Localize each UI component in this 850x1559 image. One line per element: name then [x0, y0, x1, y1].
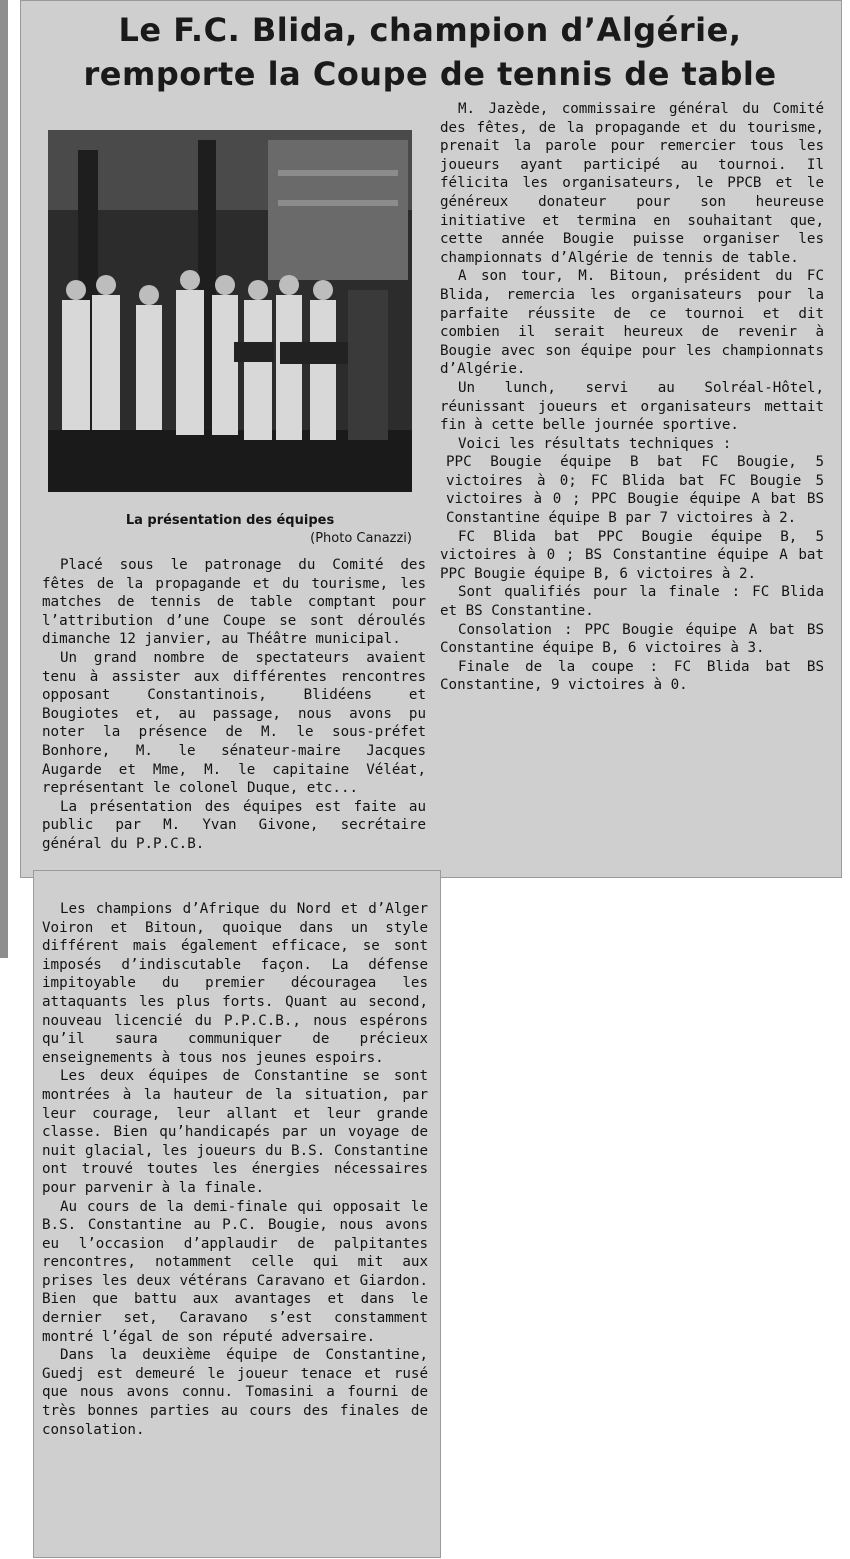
- article-left-bottom: [42, 900, 428, 1439]
- paragraph: Dans la deuxième équipe de Constantine, Guedj est demeuré le joueur tenace et rusé que nous avons connu. Tomasini a fourni de très bonnes parties au cours des finales de consolation.: [42, 1347, 428, 1438]
- caption-credit: (Photo Canazzi): [310, 531, 412, 546]
- paragraph: Les champions d’Afrique du Nord et d’Alger Voiron et Bitoun, quoique dans un style différent mais également efficace, se sont imposés d’indiscutable façon. La défense impitoyable du premier découragea les attaquants les plus forts. Quant au second, nouveau licencié du P.P.C.B., nous espérons qu’il saura communiquer de précieux enseignements à tous nos jeunes espoirs.: [42, 901, 428, 1066]
- result-item: Consolation : PPC Bougie équipe A bat BS Constantine équipe B, 6 victoires à 3.: [440, 621, 824, 657]
- paragraph: A son tour, M. Bitoun, président du FC Blida, remercia les organisateurs pour la parfaite réussite de ce tournoi et dit combien il serait heureux de revenir à Bougie avec son équipe pour les championnats d’Algérie.: [440, 268, 824, 378]
- result-item: PPC Bougie équipe B bat FC Bougie, 5 victoires à 0; FC Blida bat FC Bougie 5 victoires à 0 ; PPC Bougie équipe A bat BS Constantine équipe B par 7 victoires à 2.: [446, 454, 824, 527]
- result-item: Sont qualifiés pour la finale : FC Blida et BS Constantine.: [440, 584, 824, 620]
- results-intro: Voici les résultats techniques :: [458, 435, 732, 452]
- paragraph: Un lunch, servi au Solréal-Hôtel, réunissant joueurs et organisateurs mettait fin à cette belle journée sportive.: [440, 379, 824, 434]
- team-photo-image: [48, 130, 412, 492]
- paragraph: Les deux équipes de Constantine se sont montrées à la hauteur de la situation, par leur courage, leur allant et leur grande classe. Bien qu’handicapés par un voyage de nuit glacial, les joueurs du B.S. Constantine ont trouvé toutes les énergies nécessaires pour parvenir à la finale.: [42, 1068, 428, 1196]
- photo-caption: [44, 512, 416, 548]
- article-right: [440, 100, 824, 695]
- paragraph: M. Jazède, commissaire général du Comité des fêtes, de la propagande et du tourisme, prenait la parole pour remercier tous les joueurs ayant participé au tournoi. Il félicita les organisateurs, le PPCB et le généreux donateur pour son heureuse initiative et termina en souhaitant que, cette année Bougie puisse organiser les championnats d’Algérie de tennis de table.: [440, 101, 824, 266]
- paragraph: Au cours de la demi-finale qui opposait le B.S. Constantine au P.C. Bougie, nous avons eu l’occasion d’applaudir de palpitantes rencontres, notamment celle qui mit aux prises les deux vétérans Caravano et Giardon. Bien que battu aux avantages et dans le dernier set, Caravano s’est constamment montré l’égal de son réputé adversaire.: [42, 1198, 428, 1345]
- caption-title: La présentation des équipes: [125, 513, 335, 528]
- headline: [40, 8, 820, 96]
- article-left-top: [42, 556, 426, 854]
- clipping-edge: [0, 0, 8, 958]
- paragraph: Placé sous le patronage du Comité des fêtes de la propagande et du tourisme, les matches de tennis de table comptant pour l’attribution d’une Coupe se sont déroulés dimanche 12 janvier, au Théâtre municipal.: [42, 557, 426, 648]
- paragraph: Un grand nombre de spectateurs avaient tenu à assister aux différentes rencontres opposant Constantinois, Blidéens et Bougiotes et, au passage, nous avons pu noter la présence de M. le sous-préfet Bonhore, M. le sénateur-maire Jacques Augarde et Mme, M. le capitaine Véléat, représentant le colonel Duque, etc...: [42, 649, 426, 797]
- result-item: Finale de la coupe : FC Blida bat BS Constantine, 9 victoires à 0.: [440, 658, 824, 694]
- headline-line-2: remporte la Coupe de tennis de table: [83, 55, 777, 93]
- result-item: FC Blida bat PPC Bougie équipe B, 5 victoires à 0 ; BS Constantine équipe A bat PPC Bougie équipe B, 6 victoires à 2.: [440, 528, 824, 582]
- headline-line-1: Le F.C. Blida, champion d’Algérie,: [118, 11, 742, 49]
- paragraph: La présentation des équipes est faite au public par M. Yvan Givone, secrétaire général du P.P.C.B.: [42, 798, 426, 852]
- team-photo-icon: [48, 130, 412, 492]
